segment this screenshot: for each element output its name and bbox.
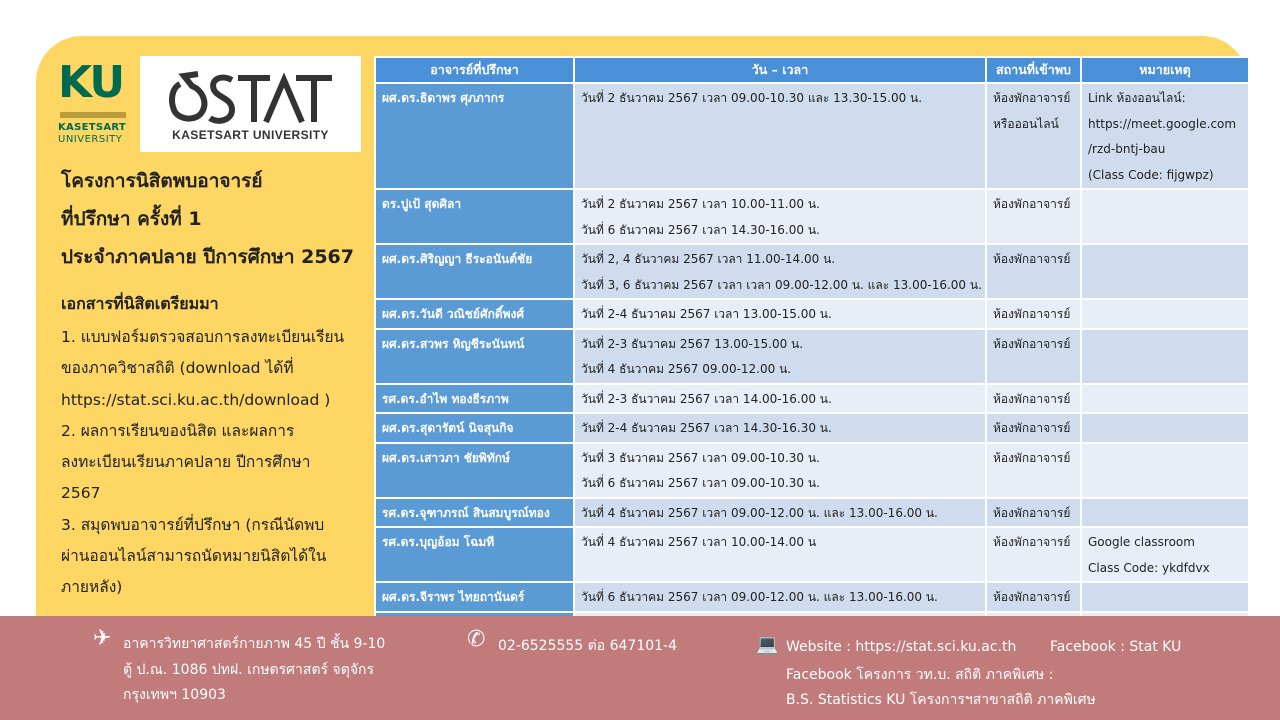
note-cell bbox=[1081, 329, 1249, 384]
title-line-3: ประจำภาคปลาย ปีการศึกษา 2567 bbox=[61, 246, 354, 268]
place-cell-line: ห้องพักอาจารย์ bbox=[993, 307, 1071, 321]
ku-logo-letters: KU bbox=[58, 57, 124, 108]
datetime-cell bbox=[574, 384, 986, 414]
datetime-cell bbox=[574, 527, 986, 582]
note-cell-line: https://meet.google.com bbox=[1088, 116, 1237, 131]
datetime-cell-line: วันที่ 3 ธันวาคม 2567 เวลา 09.00-10.30 น. bbox=[581, 450, 820, 465]
table-row bbox=[375, 83, 1249, 189]
place-cell-line: ห้องพักอาจารย์ bbox=[993, 91, 1071, 105]
place-cell bbox=[986, 443, 1081, 498]
stat-logo-mark bbox=[166, 66, 336, 126]
table-header-row bbox=[375, 57, 1249, 83]
datetime-cell-line: วันที่ 4 ธันวาคม 2567 09.00-12.00 น. bbox=[581, 362, 792, 376]
place-cell-line: ห้องพักอาจารย์ bbox=[993, 197, 1071, 211]
table-row bbox=[375, 582, 1249, 612]
datetime-cell-line: วันที่ 3, 6 ธันวาคม 2567 เวลา เวลา 09.00-12.00 น. และ 13.00-16.00 น. bbox=[581, 277, 982, 292]
table-row bbox=[375, 443, 1249, 498]
datetime-cell bbox=[574, 244, 986, 299]
advisor-cell: ผศ.ดร.สุดารัตน์ นิจสุนกิจ bbox=[375, 413, 574, 443]
note-cell bbox=[1081, 527, 1249, 582]
datetime-cell bbox=[574, 443, 986, 498]
place-cell bbox=[986, 582, 1081, 612]
place-cell bbox=[986, 527, 1081, 582]
datetime-cell bbox=[574, 498, 986, 528]
table-row bbox=[375, 527, 1249, 582]
advisor-cell: รศ.ดร.บุญอ้อม โฉมที bbox=[375, 527, 574, 582]
documents-line: ผ่านออนไลน์สามารถนัดหมายนิสิตได้ใน bbox=[61, 547, 327, 566]
header-note: หมายเหตุ bbox=[1081, 57, 1249, 83]
advisor-cell: ผศ.ดร.จีราพร ไทยถานันดร์ bbox=[375, 582, 574, 612]
header-advisor: อาจารย์ที่ปรึกษา bbox=[375, 57, 574, 83]
documents-line: ของภาควิชาสถิติ (download ได้ที่ bbox=[61, 359, 294, 378]
note-cell-line: Class Code: ykdfdvx bbox=[1088, 560, 1210, 575]
datetime-cell-line: วันที่ 2-3 ธันวาคม 2567 เวลา 14.00-16.00 น. bbox=[581, 391, 832, 406]
datetime-cell-line: วันที่ 6 ธันวาคม 2567 เวลา 14.30-16.00 น. bbox=[581, 222, 820, 237]
place-cell-line: ห้องพักอาจารย์ bbox=[993, 421, 1071, 435]
phone-icon: ✆ bbox=[467, 627, 486, 652]
datetime-cell-line: วันที่ 2, 4 ธันวาคม 2567 เวลา 11.00-14.00 น. bbox=[581, 252, 836, 266]
note-cell bbox=[1081, 189, 1249, 244]
table-row bbox=[375, 244, 1249, 299]
footer bbox=[0, 616, 1280, 720]
place-cell bbox=[986, 244, 1081, 299]
datetime-cell bbox=[574, 329, 986, 384]
documents-line: 1. แบบฟอร์มตรวจสอบการลงทะเบียนเรียน bbox=[61, 328, 345, 346]
datetime-cell-line: วันที่ 2-4 ธันวาคม 2567 เวลา 14.30-16.30 น. bbox=[581, 421, 832, 435]
datetime-cell bbox=[574, 83, 986, 189]
advisor-cell: ผศ.ดร.สวพร หิญชีระนันทน์ bbox=[375, 329, 574, 384]
datetime-cell bbox=[574, 299, 986, 329]
place-cell bbox=[986, 384, 1081, 414]
place-cell bbox=[986, 498, 1081, 528]
note-cell bbox=[1081, 384, 1249, 414]
ku-logo bbox=[54, 58, 134, 150]
documents-line: ลงทะเบียนเรียนภาคปลาย ปีการศึกษา bbox=[61, 453, 311, 472]
place-cell bbox=[986, 413, 1081, 443]
page-title bbox=[61, 162, 381, 276]
header-datetime: วัน – เวลา bbox=[574, 57, 986, 83]
documents-line: ภายหลัง) bbox=[61, 578, 123, 597]
advisor-cell: รศ.ดร.อำไพ ทองธีรภาพ bbox=[375, 384, 574, 414]
footer-address-1: อาคารวิทยาศาสตร์กายภาพ 45 ปี ชั้น 9-10 bbox=[123, 636, 386, 652]
place-cell-line: ห้องพักอาจารย์ bbox=[993, 336, 1071, 351]
note-cell-line: /rzd-bntj-bau bbox=[1088, 142, 1166, 156]
ku-logo-bar bbox=[60, 112, 126, 118]
stat-logo-university: KASETSART UNIVERSITY bbox=[172, 128, 329, 142]
advisor-cell: รศ.ดร.จุฑาภรณ์ สินสมบูรณ์ทอง bbox=[375, 498, 574, 528]
documents-line: 2567 bbox=[61, 484, 101, 503]
note-cell-line: Google classroom bbox=[1088, 535, 1195, 549]
footer-facebook-project-name: B.S. Statistics KU โครงการฯสาขาสถิติ ภาคพิเศษ bbox=[786, 692, 1096, 708]
note-cell-line: Link ห้องออนไลน์: bbox=[1088, 91, 1186, 105]
note-cell bbox=[1081, 582, 1249, 612]
note-cell bbox=[1081, 299, 1249, 329]
footer-phone: 02-6525555 ต่อ 647101-4 bbox=[498, 638, 678, 654]
datetime-cell bbox=[574, 189, 986, 244]
place-cell-line: ห้องพักอาจารย์ bbox=[993, 252, 1071, 266]
footer-address-2: ตู้ ป.ณ. 1086 ปทฝ. เกษตรศาสตร์ จตุจักร bbox=[123, 662, 375, 678]
documents-heading: เอกสารที่นิสิตเตรียมมา bbox=[61, 294, 219, 313]
airplane-icon: ✈ bbox=[93, 626, 112, 651]
documents-line: 2. ผลการเรียนของนิสิต และผลการ bbox=[61, 421, 295, 440]
advisor-cell: ผศ.ดร.ธิดาพร ศุภภากร bbox=[375, 83, 574, 189]
ku-logo-name: KASETSART bbox=[58, 122, 127, 133]
table-body bbox=[375, 83, 1249, 641]
table-row bbox=[375, 329, 1249, 384]
title-line-1: โครงการนิสิตพบอาจารย์ bbox=[61, 170, 263, 192]
table-row bbox=[375, 384, 1249, 414]
note-cell-line: (Class Code: fijgwpz) bbox=[1088, 167, 1214, 182]
datetime-cell-line: วันที่ 6 ธันวาคม 2567 เวลา 09.00-10.30 น. bbox=[581, 476, 820, 490]
datetime-cell-line: วันที่ 4 ธันวาคม 2567 เวลา 10.00-14.00 น bbox=[581, 535, 817, 549]
footer-facebook[interactable]: Facebook : Stat KU bbox=[1050, 639, 1182, 655]
table-row bbox=[375, 189, 1249, 244]
advisor-cell: ดร.ปูเป้ สุดศิลา bbox=[375, 189, 574, 244]
datetime-cell-line: วันที่ 6 ธันวาคม 2567 เวลา 09.00-12.00 น. และ 13.00-16.00 น. bbox=[581, 590, 938, 604]
datetime-cell-line: วันที่ 2-4 ธันวาคม 2567 เวลา 13.00-15.00 น. bbox=[581, 307, 832, 321]
ku-logo-name-2: UNIVERSITY bbox=[58, 134, 123, 145]
footer-facebook-project: Facebook โครงการ วท.บ. สถิติ ภาคพิเศษ : bbox=[786, 667, 1054, 683]
title-line-2: ที่ปรึกษา ครั้งที่ 1 bbox=[61, 208, 202, 230]
note-cell bbox=[1081, 413, 1249, 443]
note-cell bbox=[1081, 443, 1249, 498]
note-cell bbox=[1081, 244, 1249, 299]
place-cell-line: ห้องพักอาจารย์ bbox=[993, 535, 1071, 549]
note-cell bbox=[1081, 498, 1249, 528]
place-cell-line: ห้องพักอาจารย์ bbox=[993, 450, 1071, 465]
documents-line: 3. สมุดพบอาจารย์ที่ปรึกษา (กรณีนัดพบ bbox=[61, 515, 325, 534]
documents-list bbox=[61, 322, 361, 604]
place-cell-line: หรือออนไลน์ bbox=[993, 116, 1059, 131]
advisor-cell: ผศ.ดร.เสาวภา ชัยพิทักษ์ bbox=[375, 443, 574, 498]
advisor-cell: ผศ.ดร.วันดี วณิชย์ศักดิ์พงศ์ bbox=[375, 299, 574, 329]
schedule-table bbox=[374, 56, 1250, 642]
footer-website[interactable]: Website : https://stat.sci.ku.ac.th bbox=[786, 639, 1017, 655]
place-cell-line: ห้องพักอาจารย์ bbox=[993, 505, 1071, 520]
place-cell bbox=[986, 329, 1081, 384]
table-row bbox=[375, 299, 1249, 329]
documents-line: https://stat.sci.ku.ac.th/download ) bbox=[61, 390, 331, 409]
advisor-cell: ผศ.ดร.ศิริญญา ธีระอนันต์ชัย bbox=[375, 244, 574, 299]
datetime-cell bbox=[574, 582, 986, 612]
place-cell-line: ห้องพักอาจารย์ bbox=[993, 391, 1071, 406]
table-row bbox=[375, 498, 1249, 528]
table-row bbox=[375, 413, 1249, 443]
datetime-cell-line: วันที่ 2 ธันวาคม 2567 เวลา 09.00-10.30 และ 13.30-15.00 น. bbox=[581, 91, 923, 105]
datetime-cell-line: วันที่ 2 ธันวาคม 2567 เวลา 10.00-11.00 น. bbox=[581, 197, 820, 211]
datetime-cell-line: วันที่ 2-3 ธันวาคม 2567 13.00-15.00 น. bbox=[581, 336, 804, 351]
header-place: สถานที่เข้าพบ bbox=[986, 57, 1081, 83]
place-cell bbox=[986, 189, 1081, 244]
stat-logo bbox=[140, 56, 361, 152]
footer-address-3: กรุงเทพฯ 10903 bbox=[123, 687, 226, 703]
computer-icon: 💻 bbox=[756, 634, 779, 655]
place-cell-line: ห้องพักอาจารย์ bbox=[993, 590, 1071, 604]
place-cell bbox=[986, 299, 1081, 329]
note-cell bbox=[1081, 83, 1249, 189]
datetime-cell-line: วันที่ 4 ธันวาคม 2567 เวลา 09.00-12.00 น. และ 13.00-16.00 น. bbox=[581, 505, 938, 520]
datetime-cell bbox=[574, 413, 986, 443]
place-cell bbox=[986, 83, 1081, 189]
